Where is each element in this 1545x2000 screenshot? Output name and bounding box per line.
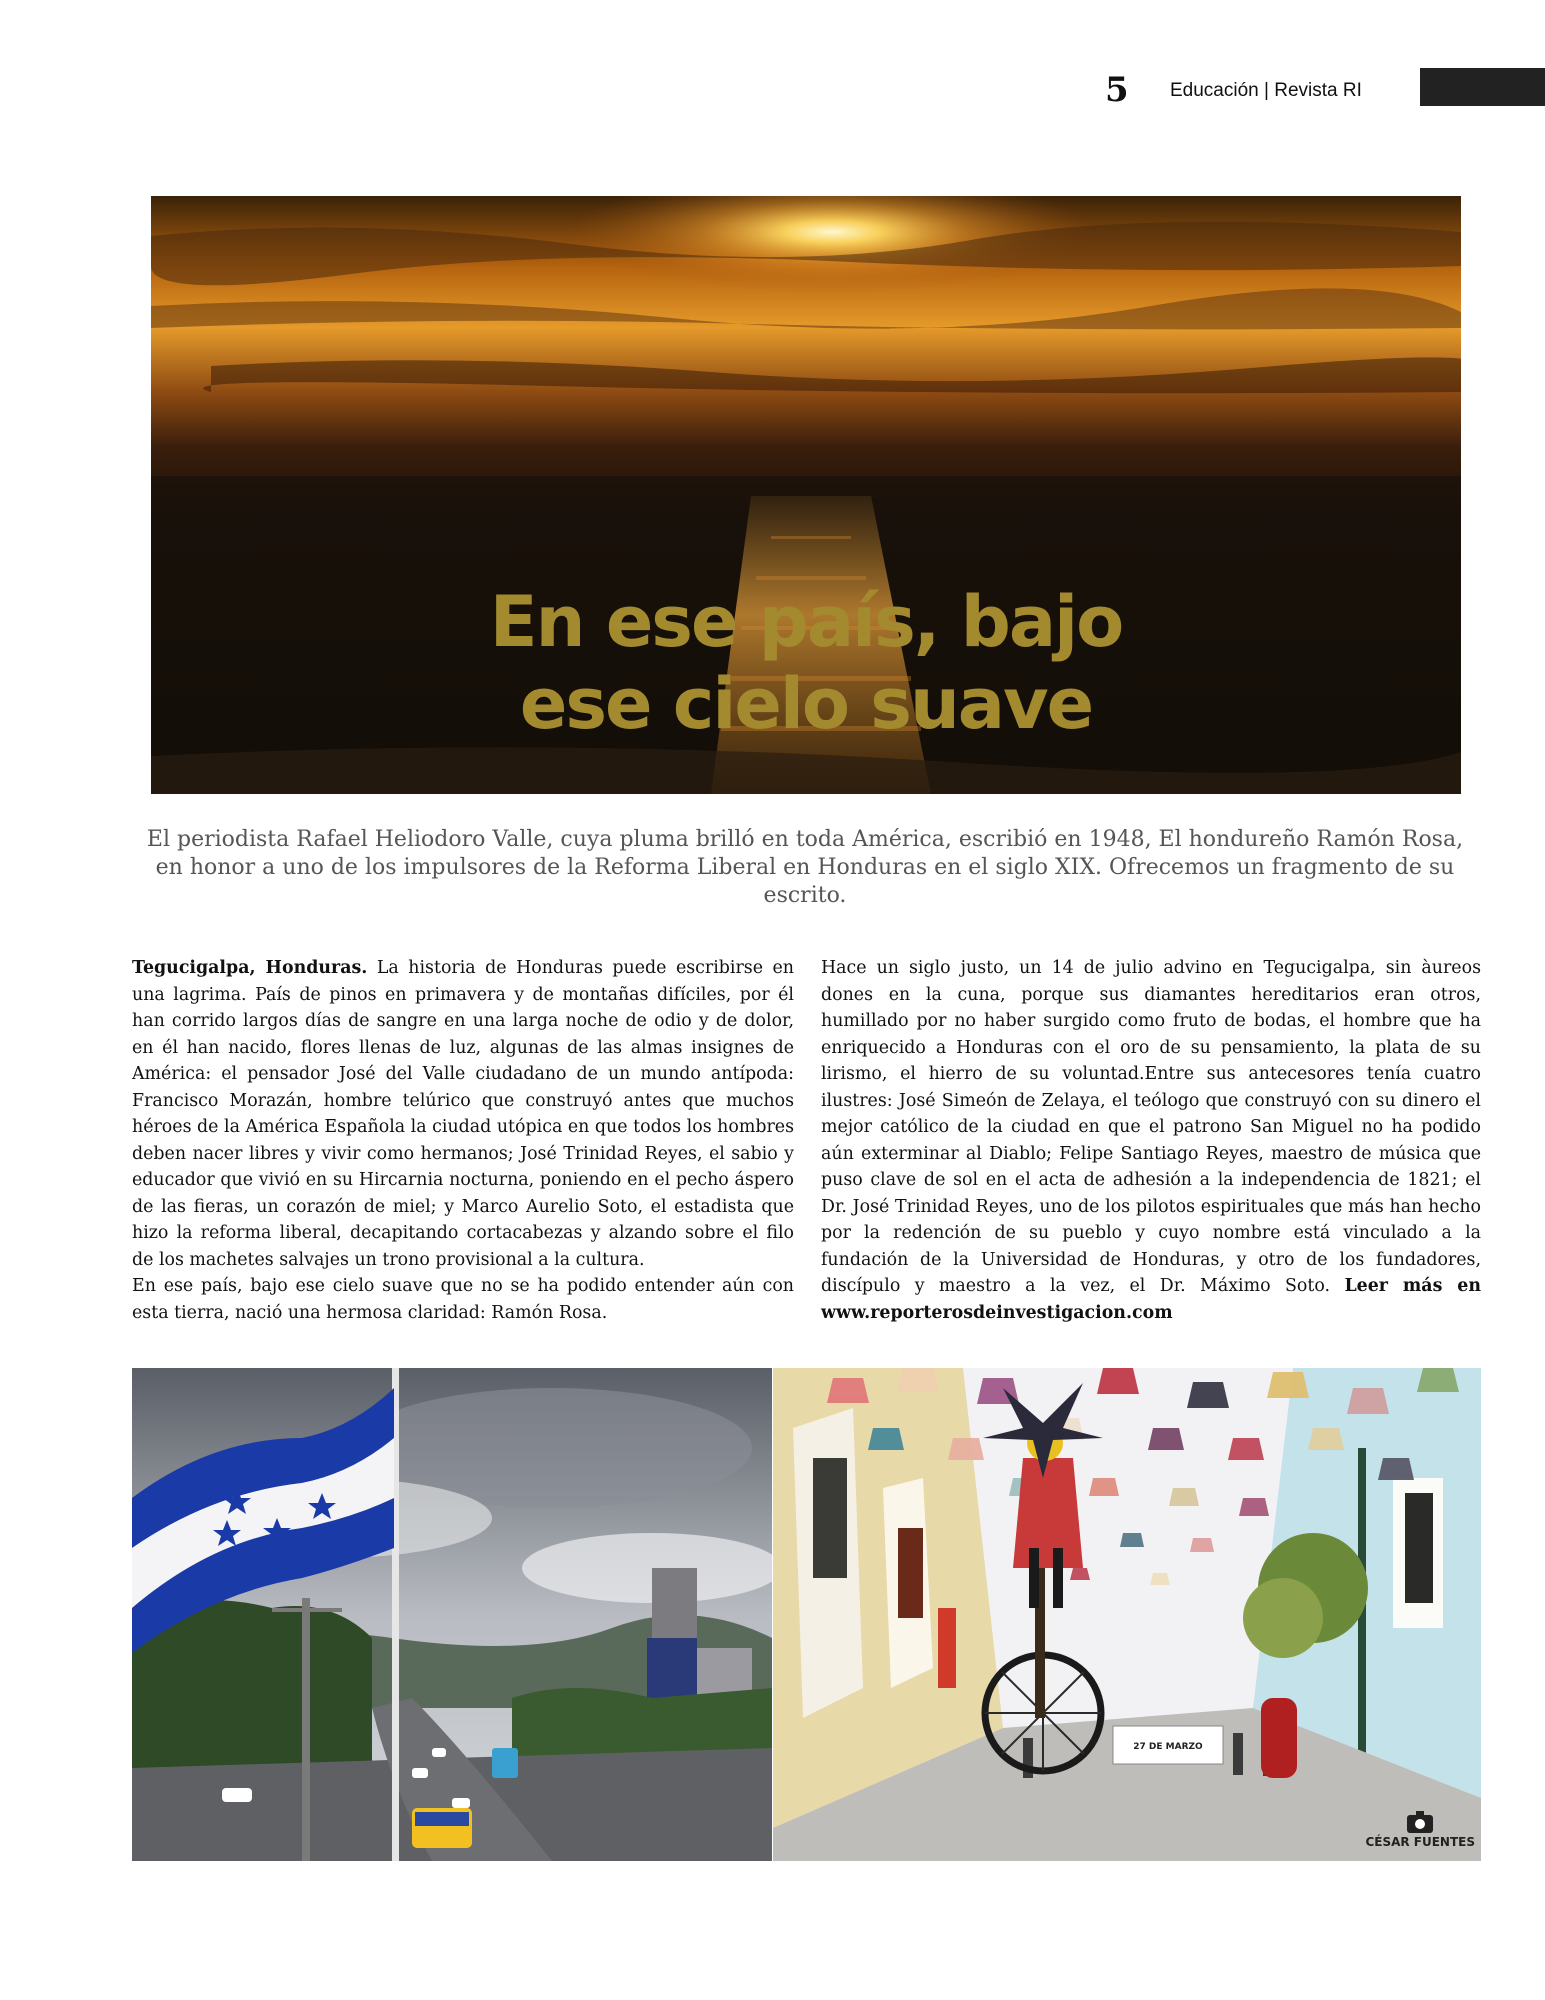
read-more-link[interactable]: Leer más en www.reporterosdeinvestigacion.com bbox=[821, 1276, 1482, 1323]
street-performer-photo bbox=[773, 1368, 1481, 1861]
article-column-right bbox=[821, 955, 1481, 1326]
photo-credit bbox=[1365, 1815, 1475, 1849]
header-bar bbox=[1420, 68, 1545, 106]
camera-icon bbox=[1407, 1815, 1433, 1833]
article-column-left bbox=[132, 955, 794, 1326]
page-number: 5 bbox=[1105, 70, 1129, 110]
street-illustration bbox=[773, 1368, 1481, 1861]
theatre-banner-text: 27 DE MARZO bbox=[1133, 1742, 1203, 1752]
article-body-left-2: En ese país, bajo ese cielo suave que no se ha podido entender aún con esta tierra, nació una hermosa claridad: Ramón Rosa. bbox=[132, 1276, 794, 1323]
article-body-right: Hace un siglo justo, un 14 de julio advino en Tegucigalpa, sin àureos dones en la cuna, porque sus diamantes hereditarios eran otros, humillado por no haber surgido como fruto de bodas, el hombre que ha enriquecido a Honduras con el oro de su pensamiento, la plata de su lirismo, el hierro de su voluntad.Entre sus antecesores tenía cuatro ilustres: José Simeón de Zelaya, el teólogo que construyó con su dinero el mejor católico de la ciudad en que el patrono San Miguel no ha podido aún exterminar al Diablo; Felipe Santiago Reyes, maestro de música que puso clave de sol en el acta de adhesión a la independencia de 1821; el Dr. José Trinidad Reyes, uno de los pilotos espirituales que más han hecho por la redención de su pueblo y cuyo nombre está vinculado a la fundación de la Universidad de Honduras, y otro de los fundadores, discípulo y maestro a la vez, el Dr. Máximo Soto. bbox=[821, 958, 1481, 1296]
section-label: Educación | Revista RI bbox=[1170, 80, 1362, 101]
article-dateline: Tegucigalpa, Honduras. bbox=[132, 958, 368, 978]
flag-city-photo bbox=[132, 1368, 772, 1861]
article-body-left: La historia de Honduras puede escribirse en una lagrima. País de pinos en primavera y de montañas difíciles, por él han corrido largos días de sangre en una larga noche de odio y de dolor, en él han nacido, flores llenas de luz, algunas de las almas insignes de América: el pensador José del Valle ciudadano de un mundo antípoda: Francisco Morazán, hombre telúrico que construyó antes que muchos héroes de la América Española la ciudad utópica en que todos los hombres deben nacer libres y vivir como hermanos; José Trinidad Reyes, el sabio y educador que vivió en su Hircarnia nocturna, poniendo en el pecho áspero de las fieras, un corazón de miel; y Marco Aurelio Soto, el estadista que hizo la reforma liberal, decapitando cortacabezas y alzando sobre el filo de los machetes salvajes un trono provisional a la cultura. bbox=[132, 958, 795, 1270]
hero-title bbox=[151, 581, 1461, 745]
flag-city-illustration bbox=[132, 1368, 772, 1861]
hero-image bbox=[151, 196, 1461, 794]
article-dek: El periodista Rafael Heliodoro Valle, cuya pluma brilló en toda América, escribió en 1948, El hondureño Ramón Rosa, en honor a uno de los impulsores de la Reforma Liberal en Honduras en el siglo XIX. Ofrecemos un fragmento de su escrito. bbox=[146, 827, 1464, 908]
hero-title-line-2: ese cielo suave bbox=[519, 663, 1093, 745]
hero-title-line-1: En ese país, bajo bbox=[489, 581, 1123, 663]
photo-credit-text: CÉSAR FUENTES bbox=[1365, 1835, 1475, 1849]
